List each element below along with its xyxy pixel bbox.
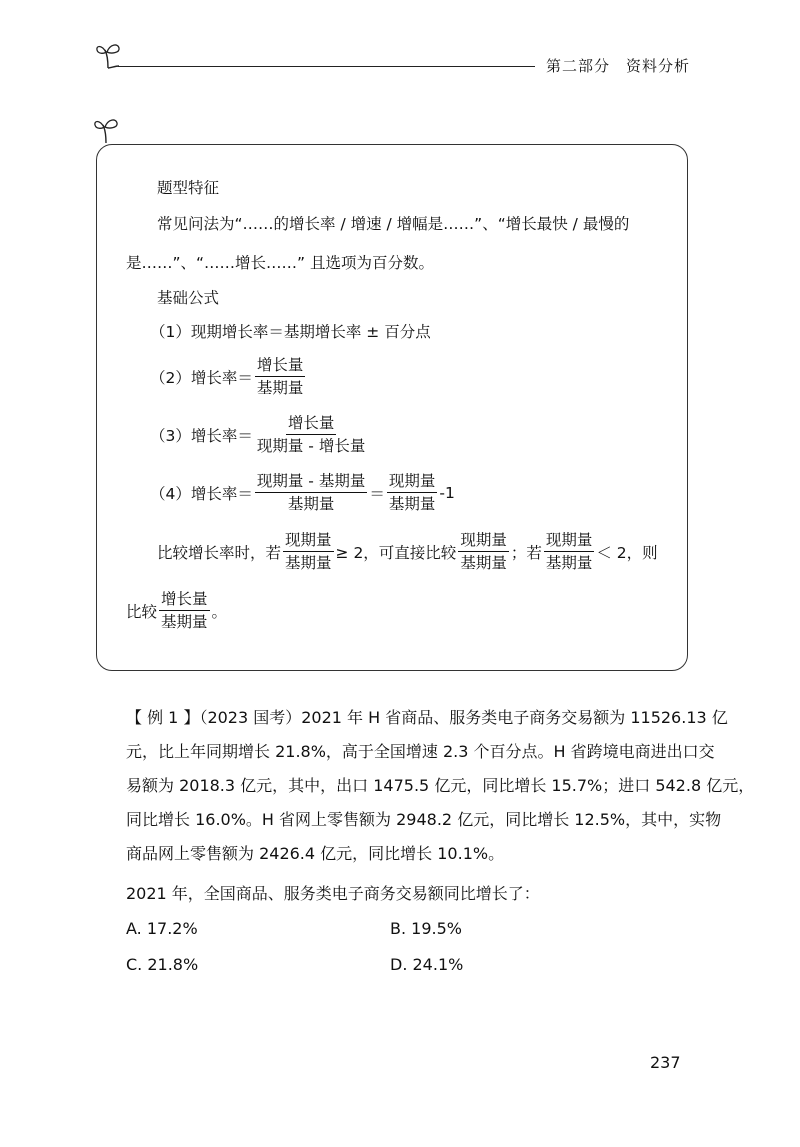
compare-text: 。 [211,602,228,621]
header-rule [118,66,535,67]
box-title: 题型特征 [157,179,220,197]
formula-4-fraction-2 [387,472,438,513]
formula-2 [150,356,307,397]
fraction-denominator: 基期量 [256,379,304,397]
fraction-numerator: 现期量 [283,531,334,552]
compare-line-2 [126,590,227,631]
fraction-denominator: 基期量 [460,554,507,572]
formula-3 [150,414,369,455]
formula-4-tail: -1 [439,483,455,502]
fraction-denominator: 现期量 - 增长量 [256,437,366,455]
section-title: 第二部分 资料分析 [546,57,691,75]
compare-text: 比较 [126,602,158,621]
fraction-numerator: 现期量 [387,472,438,493]
fraction-numerator: 现期量 [458,531,509,552]
fraction-numerator: 增长量 [286,414,337,435]
option-d[interactable]: D. 24.1% [390,955,464,974]
sprout-icon [93,115,119,145]
example-line-5: 商品网上零售额为 2426.4 亿元，同比增长 10.1%。 [126,844,505,863]
option-b[interactable]: B. 19.5% [390,919,462,938]
formula-1: （1）现期增长率＝基期增长率 ± 百分点 [150,323,431,341]
fraction-numerator: 现期量 [544,531,595,552]
question-text: 2021 年，全国商品、服务类电子商务交易额同比增长了： [126,884,540,903]
fraction-denominator: 基期量 [388,495,436,513]
compare-text: ＜ 2，则 [596,543,658,562]
compare-fraction-4 [159,590,210,631]
example-line-4: 同比增长 16.0%。H 省网上零售额为 2948.2 亿元，同比增长 12.5%，其中，实物 [126,810,722,829]
formula-3-fraction [255,414,367,455]
page-number: 237 [650,1053,681,1072]
formula-title: 基础公式 [157,289,220,307]
compare-fraction-1 [283,531,334,572]
formula-4-fraction-1 [255,472,367,513]
option-c[interactable]: C. 21.8% [126,955,199,974]
formula-3-label: （3）增长率＝ [150,426,253,445]
compare-line-1 [157,531,658,572]
compare-text: 比较增长率时，若 [157,543,282,562]
fraction-denominator: 基期量 [287,495,335,513]
formula-2-label: （2）增长率＝ [150,368,253,387]
equals-sign: ＝ [369,484,385,503]
compare-fraction-3 [544,531,595,572]
example-line-1: 【 例 1 】（2023 国考）2021 年 H 省商品、服务类电子商务交易额为 11526.13 亿 [126,708,728,727]
formula-4 [150,472,455,513]
feature-line-1: 常见问法为“……的增长率 / 增速 / 增幅是……”、“增长最快 / 最慢的 [157,215,630,233]
fraction-numerator: 增长量 [159,590,210,611]
compare-text: ≥ 2，可直接比较 [335,543,457,562]
fraction-denominator: 基期量 [161,613,208,631]
compare-fraction-2 [458,531,509,572]
formula-4-label: （4）增长率＝ [150,484,253,503]
example-line-2: 元，比上年同期增长 21.8%，高于全国增速 2.3 个百分点。H 省跨境电商进出口交 [126,742,715,761]
fraction-numerator: 增长量 [255,356,306,377]
example-line-3: 易额为 2018.3 亿元，其中，出口 1475.5 亿元，同比增长 15.7%；进口 542.8 亿元， [126,776,755,795]
fraction-numerator: 现期量 - 基期量 [255,472,367,493]
fraction-denominator: 基期量 [545,554,593,572]
option-a[interactable]: A. 17.2% [126,919,198,938]
fraction-denominator: 基期量 [285,554,332,572]
compare-text: ；若 [510,543,542,562]
formula-2-fraction [255,356,306,397]
feature-line-2: 是……”、“……增长……” 且选项为百分数。 [126,254,435,272]
